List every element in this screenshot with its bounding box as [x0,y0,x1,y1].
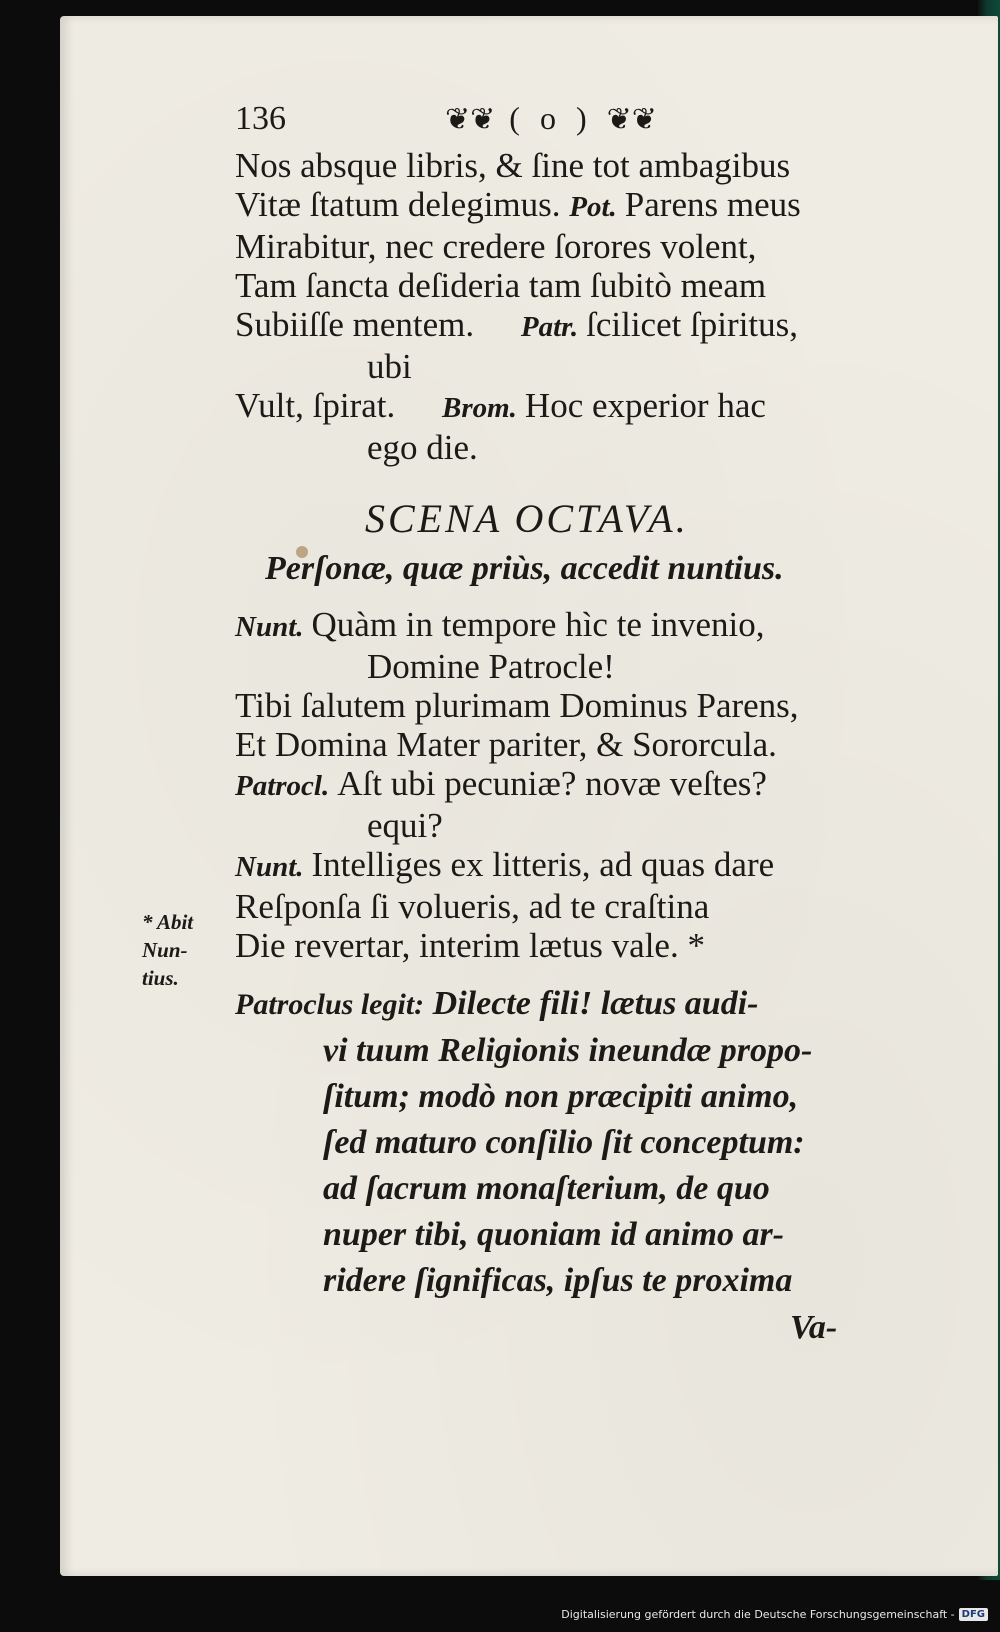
verse-line [235,845,925,887]
verse-line: Domine Patrocle! [367,647,615,686]
verse-text: Hoc experior hac [524,386,766,425]
verse-line [235,605,925,647]
speaker-patrocl: Patrocl. [235,770,330,802]
verse-line [235,764,925,806]
page-number: 136 [235,100,286,137]
letter-line: ad ſacrum monaſterium, de quo [323,1170,770,1207]
margin-note: * Abit Nun- tius. [142,910,194,990]
page-header [235,100,925,146]
letter-line: ridere ſignificas, ipſus te proxima [323,1262,793,1299]
letter-line: ſed maturo conſilio ſit conceptum: [323,1124,805,1161]
speaker-nunt: Nunt. [235,851,304,883]
running-head [445,100,657,137]
verse-line [235,386,925,428]
verse-text: Vult, ſpirat. [235,386,396,425]
letter-line [235,981,925,1028]
verse-line: equi? [367,806,443,845]
verse-line: Reſponſa ſi volueris, ad te craſtina [235,887,710,926]
verse-line: Nos absque libris, & ſine tot ambagibus [235,146,791,185]
letter-text-span: Dilecte fili! lætus audi- [432,985,759,1022]
letter-line: vi tuum Religionis ineundæ propo- [323,1032,813,1069]
letter-lead: Patroclus legit: [235,988,425,1021]
letter-line: nuper tibi, quoniam id animo ar- [323,1216,784,1253]
verse-line [235,305,925,347]
speaker-pot: Pot. [569,191,617,223]
digitization-footer [561,1604,988,1624]
verse-line: ubi [367,347,412,386]
verse-line: Die revertar, interim lætus vale. * [235,926,705,965]
letter-text [235,981,925,1304]
verse-text: Aſt ubi pecuniæ? novæ veſtes? [337,764,767,803]
verse-text: Intelliges ex litteris, ad quas dare [311,845,775,884]
scene-persons: Perſonæ, quæ priùs, accedit nuntius. [265,550,784,587]
ornament-right-icon: ❦❦ [606,103,657,136]
verse-text: Subiiſſe mentem. [235,305,475,344]
verse-line [235,185,925,227]
verse-line: Tibi ſalutem plurimam Dominus Parens, [235,686,799,725]
verse-line: Mirabitur, nec credere ſorores volent, [235,227,757,266]
footer-text: Digitalisierung gefördert durch die Deutsche Forschungsgemeinschaft - [561,1607,955,1621]
speaker-patr: Patr. [520,311,579,343]
verse-line: Tam ſancta deſideria tam ſubitò meam [235,266,767,305]
verse-text: Parens meus [624,185,801,224]
dfg-logo-icon: DFG [959,1608,988,1621]
ornament-left-icon: ❦❦ [445,103,496,136]
verse-line: ego die. [367,428,478,467]
scene-title: SCENA OCTAVA. [365,496,689,541]
speaker-nunt: Nunt. [235,611,304,643]
verse-text: ſcilicet ſpiritus, [586,305,799,344]
verse-line: Et Domina Mater pariter, & Sororcula. [235,725,777,764]
letter-line: ſitum; modò non præcipiti animo, [323,1078,799,1115]
verse-text: Quàm in tempore hìc te invenio, [311,605,765,644]
catchword: Va- [790,1309,838,1346]
page-text [235,100,925,1352]
verse-text: Vitæ ſtatum delegimus. [235,185,561,224]
speaker-brom: Brom. [441,392,517,424]
running-head-text: ( o ) [509,100,593,136]
